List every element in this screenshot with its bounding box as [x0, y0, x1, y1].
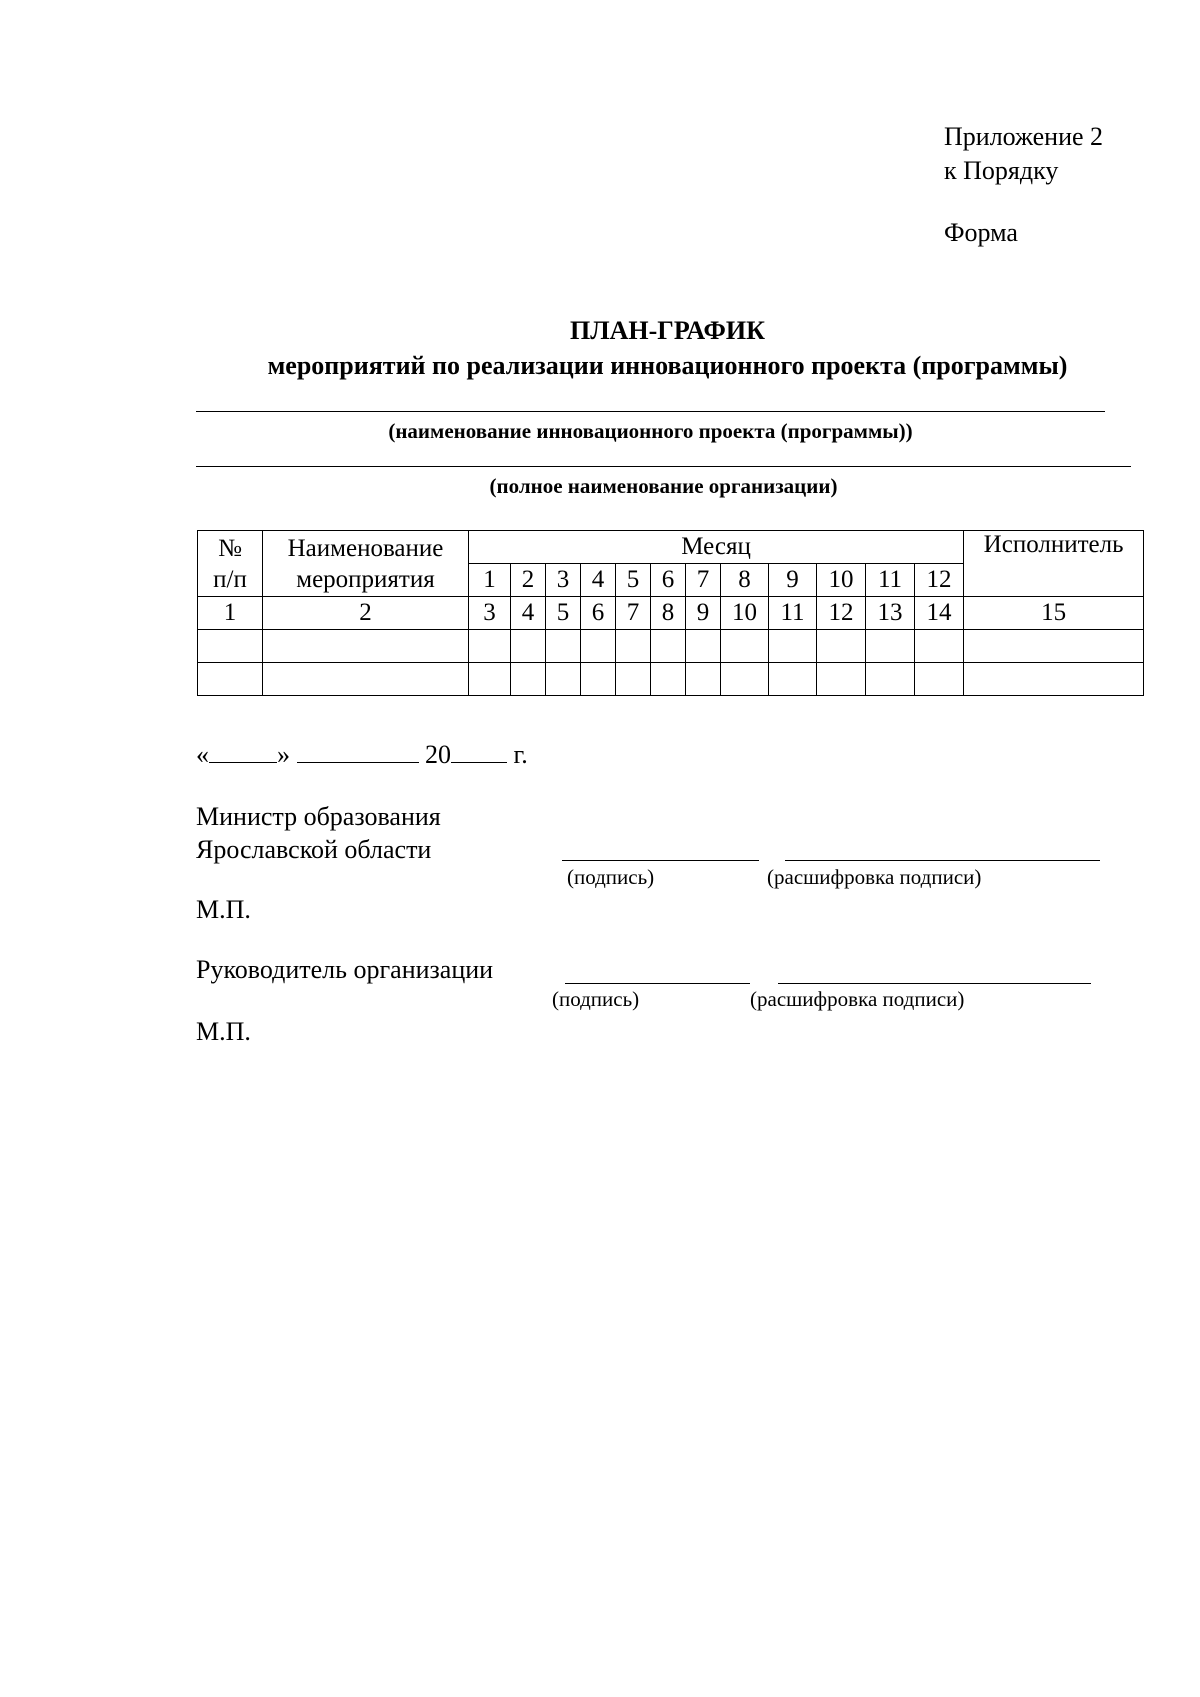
- minister-signature-line: [562, 860, 759, 861]
- col-event-name-line-1: Наименование: [287, 534, 444, 562]
- numbering-cell-6: 6: [581, 597, 616, 630]
- col-event-name-header: [263, 531, 469, 597]
- organization-name-field-line: [196, 466, 1131, 467]
- organization-name-caption: (полное наименование организации): [489, 474, 838, 498]
- col-month-header: Месяц: [469, 531, 964, 564]
- head-title: Руководитель организации: [196, 955, 494, 984]
- month-cell-9: 9: [769, 564, 817, 597]
- numbering-cell-5: 5: [546, 597, 581, 630]
- numbering-cell-15: 15: [964, 597, 1144, 630]
- table-cell: [817, 630, 866, 663]
- numbering-cell-4: 4: [511, 597, 546, 630]
- table-cell: [721, 630, 769, 663]
- minister-decode-caption: (расшифровка подписи): [767, 865, 982, 889]
- head-decode-caption: (расшифровка подписи): [750, 987, 965, 1011]
- numbering-cell-2: 2: [263, 597, 469, 630]
- col-event-name-line-2: мероприятия: [296, 565, 435, 593]
- month-cell-7: 7: [686, 564, 721, 597]
- month-cell-1: 1: [469, 564, 511, 597]
- year-suffix: г.: [513, 740, 528, 769]
- table-cell: [581, 630, 616, 663]
- table-cell: [469, 663, 511, 696]
- header-row: [198, 531, 1144, 564]
- numbering-cell-7: 7: [616, 597, 651, 630]
- table-cell: [866, 630, 915, 663]
- month-blank: [297, 738, 419, 763]
- table-cell: [198, 630, 263, 663]
- year-prefix: 20: [425, 740, 451, 769]
- minister-title-line-2: Ярославской области: [196, 835, 432, 864]
- col-executor-header: Исполнитель: [964, 531, 1144, 597]
- numbering-cell-13: 13: [866, 597, 915, 630]
- month-cell-10: 10: [817, 564, 866, 597]
- table-cell: [769, 663, 817, 696]
- month-cell-4: 4: [581, 564, 616, 597]
- table-cell: [546, 663, 581, 696]
- month-cell-6: 6: [651, 564, 686, 597]
- table-cell: [263, 630, 469, 663]
- col-number-header: [198, 531, 263, 597]
- appendix-line-1: Приложение 2: [944, 122, 1104, 151]
- head-signature-line: [565, 983, 750, 984]
- schedule-table: [197, 530, 1144, 696]
- table-cell: [817, 663, 866, 696]
- project-name-caption: (наименование инновационного проекта (программы)): [388, 419, 913, 443]
- minister-decode-line: [785, 860, 1100, 861]
- numbering-cell-10: 10: [721, 597, 769, 630]
- numbering-cell-8: 8: [651, 597, 686, 630]
- document-title: ПЛАН-ГРАФИК: [570, 316, 765, 345]
- table-cell: [469, 630, 511, 663]
- month-cell-5: 5: [616, 564, 651, 597]
- minister-title: [196, 800, 441, 866]
- day-blank: [209, 738, 277, 763]
- table-cell: [616, 663, 651, 696]
- table-cell: [651, 663, 686, 696]
- appendix-line-2: к Порядку: [944, 156, 1059, 185]
- numbering-row: [198, 597, 1144, 630]
- col-number-line-2: п/п: [213, 565, 247, 593]
- table-cell: [915, 630, 964, 663]
- table-cell: [915, 663, 964, 696]
- numbering-cell-3: 3: [469, 597, 511, 630]
- month-cell-8: 8: [721, 564, 769, 597]
- table-cell: [686, 663, 721, 696]
- minister-stamp-label: М.П.: [196, 895, 251, 924]
- month-cell-3: 3: [546, 564, 581, 597]
- date-open-quote: «: [196, 740, 209, 769]
- numbering-cell-11: 11: [769, 597, 817, 630]
- project-name-field-line: [196, 411, 1105, 412]
- form-label: Форма: [944, 218, 1018, 247]
- date-close-quote: »: [277, 740, 290, 769]
- minister-signature-caption: (подпись): [567, 865, 655, 889]
- year-blank: [451, 738, 507, 763]
- head-stamp-label: М.П.: [196, 1017, 251, 1046]
- table-cell: [721, 663, 769, 696]
- table-row: [198, 630, 1144, 663]
- appendix-note: [944, 120, 1103, 188]
- month-cell-11: 11: [866, 564, 915, 597]
- month-cell-2: 2: [511, 564, 546, 597]
- table-cell: [964, 663, 1144, 696]
- month-cell-12: 12: [915, 564, 964, 597]
- table-cell: [511, 630, 546, 663]
- numbering-cell-9: 9: [686, 597, 721, 630]
- head-signature-caption: (подпись): [552, 987, 640, 1011]
- table-cell: [769, 630, 817, 663]
- head-decode-line: [778, 983, 1091, 984]
- table-cell: [651, 630, 686, 663]
- col-number-line-1: №: [218, 534, 242, 562]
- table-cell: [198, 663, 263, 696]
- table-cell: [616, 630, 651, 663]
- document-subtitle: мероприятий по реализации инновационного проекта (программы): [267, 351, 1068, 380]
- table-cell: [263, 663, 469, 696]
- table-row: [198, 663, 1144, 696]
- date-line: [196, 738, 528, 770]
- table-cell: [866, 663, 915, 696]
- table-cell: [546, 630, 581, 663]
- table-cell: [686, 630, 721, 663]
- table-cell: [964, 630, 1144, 663]
- numbering-cell-12: 12: [817, 597, 866, 630]
- table-cell: [581, 663, 616, 696]
- numbering-cell-1: 1: [198, 597, 263, 630]
- table-cell: [511, 663, 546, 696]
- numbering-cell-14: 14: [915, 597, 964, 630]
- minister-title-line-1: Министр образования: [196, 802, 441, 831]
